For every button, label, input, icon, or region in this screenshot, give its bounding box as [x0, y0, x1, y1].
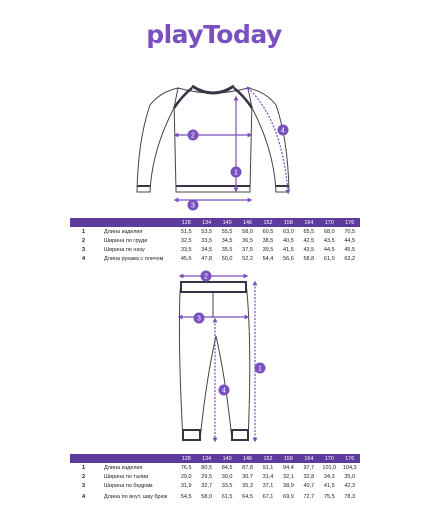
measurement-value: 91,1 [262, 464, 274, 471]
measurement-value: 72,7 [303, 494, 315, 500]
measurement-value: 97,7 [303, 464, 315, 471]
size-header-row [70, 218, 360, 227]
measurement-value: 35,0 [344, 473, 356, 480]
measurement-value: 31,4 [262, 473, 274, 480]
row-number: 3 [82, 246, 86, 253]
measurement-value: 40,5 [283, 237, 294, 244]
measurement-value: 47,8 [201, 255, 213, 262]
size-header: 152 [263, 455, 273, 462]
measurement-value: 55,5 [221, 228, 233, 235]
measurement-value: 36,5 [242, 237, 253, 244]
measurement-value: 31,9 [180, 482, 192, 489]
row-number: 1 [82, 464, 86, 471]
measurement-value: 68,0 [323, 228, 335, 235]
row-number: 2 [82, 473, 86, 480]
measurement-value: 84,5 [221, 464, 233, 471]
size-header: 164 [304, 455, 314, 462]
row-number: 1 [82, 228, 86, 235]
measurement-value: 35,3 [242, 482, 253, 489]
measurement-value: 32,8 [303, 473, 315, 480]
pants-marker-4 [219, 385, 230, 396]
measurement-value: 38,5 [262, 237, 274, 244]
measurement-label: Длина по внут. шву брюк [104, 494, 168, 500]
measurement-value: 51,5 [180, 228, 192, 235]
measurement-value: 38,9 [283, 482, 294, 489]
measurement-value: 76,5 [180, 464, 192, 471]
measurement-value: 50,0 [221, 255, 233, 262]
measurement-label: Ширина по бедрам [104, 482, 153, 489]
measurement-value: 37,5 [242, 246, 253, 253]
size-header: 140 [222, 455, 232, 462]
measurement-value: 29,5 [201, 473, 213, 480]
size-header: 128 [181, 219, 191, 226]
sweatshirt-size-table [70, 218, 360, 263]
size-header: 176 [345, 455, 355, 462]
size-header: 170 [324, 219, 334, 226]
measurement-value: 58,0 [201, 494, 213, 500]
pants-size-table [70, 454, 360, 504]
measurement-value: 61,0 [323, 255, 335, 262]
measurement-value: 75,5 [323, 494, 335, 500]
measurement-value: 101,0 [322, 464, 337, 471]
measurement-value: 37,1 [262, 482, 274, 489]
size-header: 152 [263, 219, 273, 226]
measurement-label: Длина изделия [104, 228, 143, 235]
measurement-value: 34,5 [201, 246, 213, 253]
size-header: 134 [202, 219, 212, 226]
measurement-value: 45,5 [344, 246, 356, 253]
row-number: 3 [82, 482, 86, 489]
sweatshirt-marker-2 [188, 130, 199, 141]
svg-text:1: 1 [258, 365, 262, 373]
measurement-value: 34,5 [221, 237, 233, 244]
measurement-value: 42,3 [344, 482, 356, 489]
measurement-value: 43,5 [303, 246, 315, 253]
size-header: 146 [243, 219, 253, 226]
pants-marker-1 [255, 363, 266, 374]
measurement-value: 78,3 [344, 494, 356, 500]
row-number: 4 [82, 494, 86, 500]
measurement-value: 56,6 [283, 255, 294, 262]
sweatshirt-marker-4 [278, 125, 289, 136]
measurement-value: 33,5 [221, 482, 233, 489]
measurement-value: 104,3 [342, 464, 357, 471]
measurement-value: 41,5 [323, 482, 335, 489]
measurement-label: Длина изделия [104, 464, 143, 471]
measurement-value: 29,0 [180, 473, 192, 480]
measurement-value: 30,7 [242, 473, 253, 480]
size-header-row [70, 454, 360, 463]
measurement-value: 64,5 [242, 494, 253, 500]
table-row [70, 254, 360, 263]
brand-logo: playToday [146, 20, 282, 49]
measurement-value: 44,5 [344, 237, 356, 244]
measurement-value: 44,5 [323, 246, 335, 253]
measurement-value: 58,8 [303, 255, 315, 262]
measurement-value: 43,5 [323, 237, 335, 244]
table-row [70, 490, 360, 504]
size-header: 134 [202, 455, 212, 462]
svg-text:2: 2 [191, 132, 195, 140]
measurement-value: 63,0 [283, 228, 294, 235]
pants-marker-3 [194, 313, 205, 324]
row-number: 2 [82, 237, 86, 244]
table-row [70, 236, 360, 245]
size-header: 146 [243, 455, 253, 462]
measurement-value: 40,7 [303, 482, 315, 489]
measurement-value: 69,9 [283, 494, 294, 500]
measurement-value: 63,2 [344, 255, 356, 262]
size-header: 128 [181, 455, 191, 462]
measurement-value: 45,6 [180, 255, 192, 262]
table-row [70, 472, 360, 481]
size-header: 158 [283, 219, 293, 226]
measurement-value: 53,5 [201, 228, 213, 235]
measurement-value: 41,5 [283, 246, 294, 253]
measurement-value: 65,5 [303, 228, 315, 235]
table-row [70, 245, 360, 254]
measurement-label: Ширина по талии [104, 473, 149, 480]
sweatshirt-marker-3 [188, 200, 199, 211]
size-header: 158 [283, 455, 293, 462]
pants-marker-2 [201, 271, 212, 282]
row-number: 4 [82, 255, 86, 262]
svg-text:3: 3 [197, 315, 201, 323]
measurement-value: 39,5 [262, 246, 274, 253]
table-row [70, 227, 360, 236]
measurement-value: 35,5 [221, 246, 233, 253]
measurement-value: 42,5 [303, 237, 315, 244]
svg-text:1: 1 [234, 169, 238, 177]
measurement-value: 58,0 [242, 228, 253, 235]
measurement-value: 30,0 [221, 473, 233, 480]
measurement-value: 61,5 [221, 494, 233, 500]
measurement-value: 34,3 [323, 473, 335, 480]
sweatshirt-drawing [137, 86, 289, 192]
table-row [70, 463, 360, 472]
table-row [70, 481, 360, 490]
svg-text:3: 3 [191, 202, 195, 210]
measurement-value: 32,5 [180, 237, 192, 244]
svg-text:2: 2 [204, 273, 208, 281]
measurement-value: 94,4 [283, 464, 294, 471]
sweatshirt-marker-1 [231, 167, 242, 178]
measurement-value: 70,5 [344, 228, 356, 235]
size-header: 140 [222, 219, 232, 226]
size-header: 164 [304, 219, 314, 226]
measurement-value: 33,5 [180, 246, 192, 253]
size-header: 176 [345, 219, 355, 226]
measurement-value: 54,4 [262, 255, 274, 262]
measurement-value: 80,5 [201, 464, 213, 471]
measurement-label: Длина рукава с плечом [104, 255, 164, 262]
measurement-value: 67,1 [262, 494, 274, 500]
svg-text:4: 4 [222, 387, 226, 395]
measurement-value: 52,2 [242, 255, 253, 262]
svg-text:4: 4 [281, 127, 285, 135]
measurement-label: Ширина по груди [104, 237, 148, 244]
measurement-value: 32,7 [201, 482, 213, 489]
measurement-value: 60,5 [262, 228, 274, 235]
measurement-label: Ширина по низу [104, 246, 145, 253]
measurement-value: 33,5 [201, 237, 213, 244]
measurement-value: 54,5 [180, 494, 192, 500]
measurement-value: 87,8 [242, 464, 253, 471]
size-header: 170 [324, 455, 334, 462]
measurement-value: 32,1 [283, 473, 294, 480]
